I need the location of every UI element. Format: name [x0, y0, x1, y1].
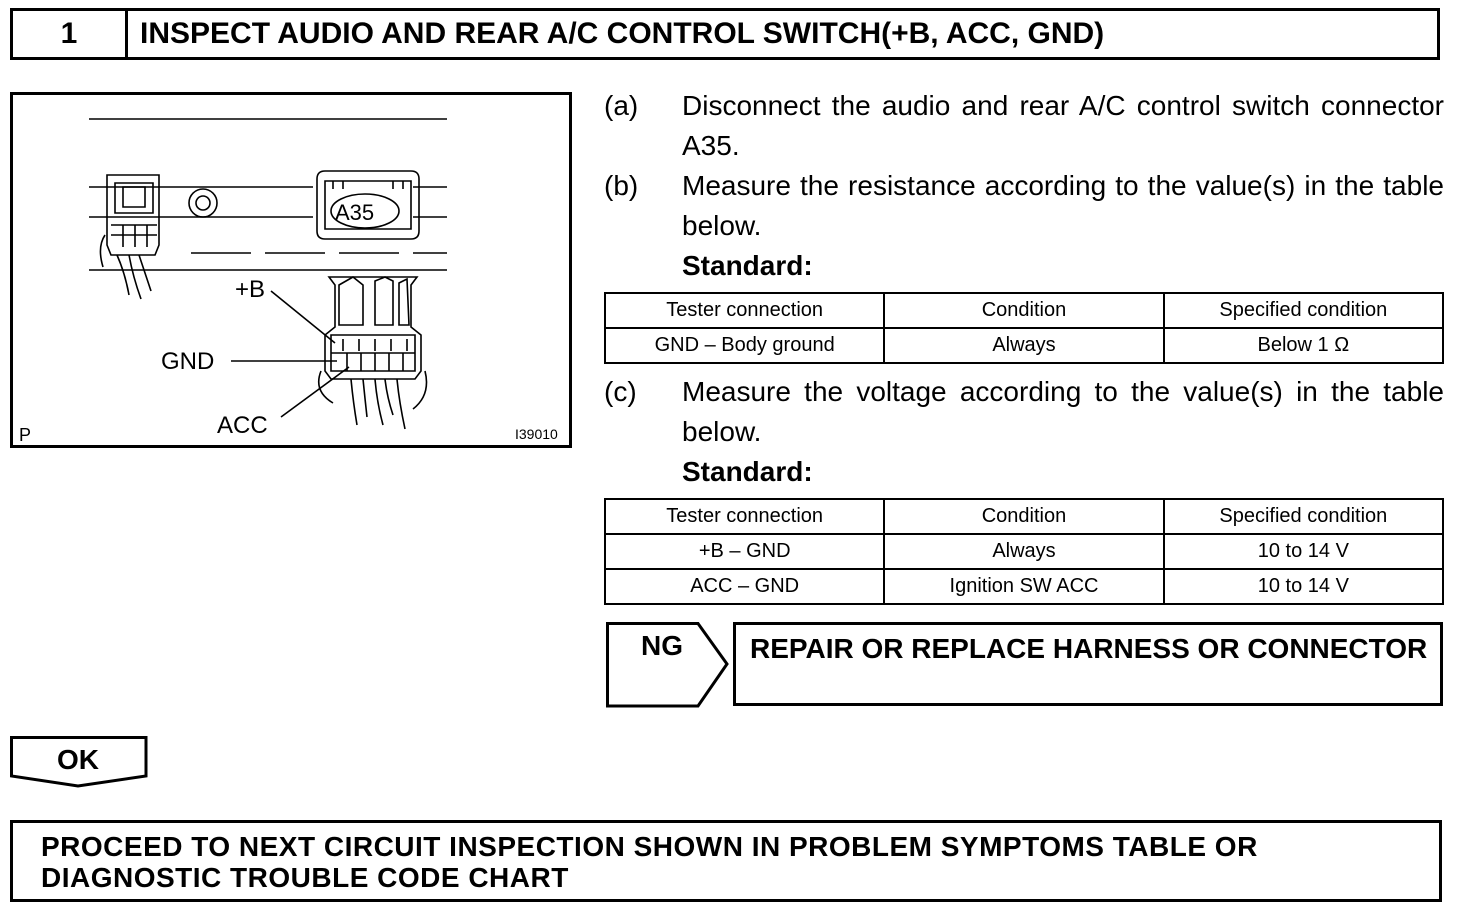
table-cell: Always: [884, 534, 1163, 569]
connector-a35-label: A35: [335, 200, 375, 225]
table-row: [605, 534, 1443, 569]
table-header-cell: Tester connection: [605, 499, 884, 534]
ng-result-box: REPAIR OR REPLACE HARNESS OR CONNECTOR: [733, 622, 1443, 706]
table-header-cell: Condition: [884, 499, 1163, 534]
ng-label: NG: [641, 630, 683, 661]
table-cell: GND – Body ground: [605, 328, 884, 363]
connector-drawing: [13, 95, 569, 445]
step-title: INSPECT AUDIO AND REAR A/C CONTROL SWITCH(+B, ACC, GND): [140, 17, 1105, 50]
step-text: Measure the voltage according to the value(s) in the table below.: [682, 376, 1444, 447]
final-action-box: PROCEED TO NEXT CIRCUIT INSPECTION SHOWN IN PROBLEM SYMPTOMS TABLE OR DIAGNOSTIC TROUBLE CODE CHART: [10, 820, 1442, 902]
step-text: Disconnect the audio and rear A/C control switch connector A35.: [682, 90, 1444, 161]
table-cell: Below 1 Ω: [1164, 328, 1443, 363]
table-row: [605, 328, 1443, 363]
table-header-row: [605, 499, 1443, 534]
table-header-cell: Tester connection: [605, 293, 884, 328]
figure-corner-letter: P: [19, 425, 32, 445]
step-b: [604, 166, 1444, 246]
table-cell: Always: [884, 328, 1163, 363]
table-header-cell: Specified condition: [1164, 293, 1443, 328]
connector-illustration: [10, 92, 572, 448]
step-letter: (b): [604, 170, 639, 201]
ok-label: OK: [57, 744, 99, 775]
standard-label: Standard:: [682, 250, 813, 281]
table-cell: 10 to 14 V: [1164, 534, 1443, 569]
instructions-ab: [604, 86, 1444, 286]
table-cell: +B – GND: [605, 534, 884, 569]
pin-label-plus-b: +B: [235, 276, 266, 303]
table-cell: 10 to 14 V: [1164, 569, 1443, 604]
table-header-row: [605, 293, 1443, 328]
step-header: [10, 8, 1440, 60]
resistance-table: [604, 292, 1444, 364]
step-number: 1: [13, 11, 128, 57]
figure-code: I39010: [515, 426, 558, 442]
table-header-cell: Condition: [884, 293, 1163, 328]
step-a: [604, 86, 1444, 166]
table-cell: ACC – GND: [605, 569, 884, 604]
table-cell: Ignition SW ACC: [884, 569, 1163, 604]
step-c: [604, 372, 1444, 452]
table-row: [605, 569, 1443, 604]
pin-label-gnd: GND: [161, 348, 215, 375]
voltage-table: [604, 498, 1444, 605]
instructions-c: [604, 372, 1444, 492]
table-header-cell: Specified condition: [1164, 499, 1443, 534]
standard-label: Standard:: [682, 456, 813, 487]
pin-label-acc: ACC: [217, 412, 268, 439]
step-text: Measure the resistance according to the value(s) in the table below.: [682, 170, 1444, 241]
step-letter: (a): [604, 90, 639, 121]
step-letter: (c): [604, 376, 637, 407]
